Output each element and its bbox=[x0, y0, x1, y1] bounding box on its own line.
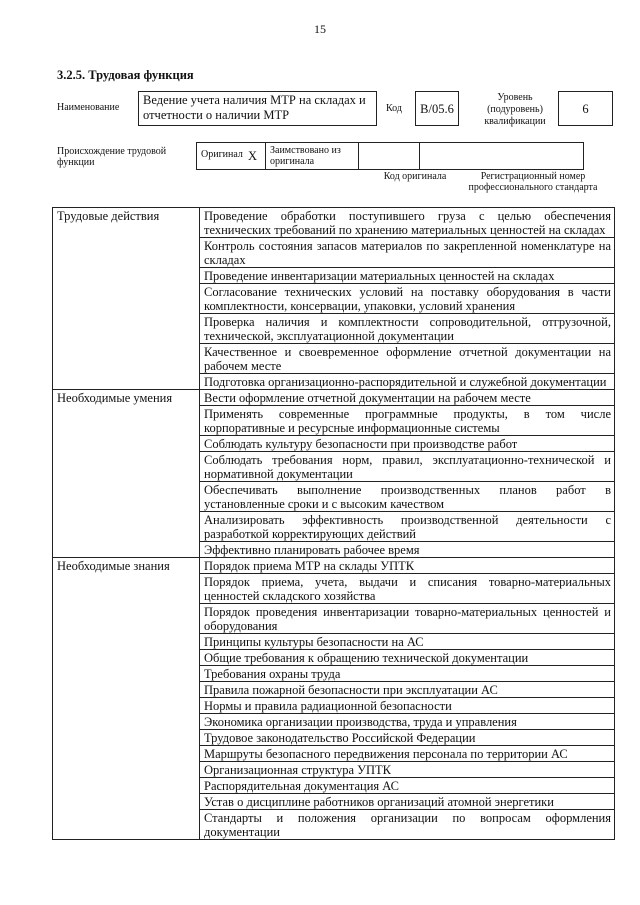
qualification-level-label: Уровень (подуровень) квалификации bbox=[484, 92, 546, 127]
item-cell: Требования охраны труда bbox=[200, 666, 615, 682]
item-cell: Трудовое законодательство Российской Федерации bbox=[200, 730, 615, 746]
qualification-level-field: 6 bbox=[558, 91, 613, 126]
origin-table bbox=[196, 142, 584, 170]
code-original-cell bbox=[359, 143, 420, 170]
code-original-caption: Код оригинала bbox=[383, 171, 447, 182]
item-cell: Экономика организации производства, труда и управления bbox=[200, 714, 615, 730]
category-cell: Трудовые действия bbox=[53, 208, 200, 390]
item-cell: Распорядительная документация АС bbox=[200, 778, 615, 794]
table-row bbox=[53, 208, 615, 238]
item-cell: Нормы и правила радиационной безопасности bbox=[200, 698, 615, 714]
item-cell: Обеспечивать выполнение производственных планов работ в установленные сроки и с высоким качеством bbox=[200, 482, 615, 512]
origin-label: Происхождение трудовой функции bbox=[57, 146, 167, 168]
item-cell: Маршруты безопасного передвижения персонала по территории АС bbox=[200, 746, 615, 762]
labor-function-table bbox=[52, 207, 615, 840]
code-label: Код bbox=[386, 103, 402, 114]
category-cell: Необходимые знания bbox=[53, 558, 200, 840]
item-cell: Подготовка организационно-распорядительной и служебной документации bbox=[200, 374, 615, 390]
item-cell: Организационная структура УПТК bbox=[200, 762, 615, 778]
borrowed-label: Заимствовано из оригинала bbox=[266, 143, 359, 170]
name-label: Наименование bbox=[57, 102, 120, 113]
item-cell: Проверка наличия и комплектности сопроводительной, отгрузочной, технической, эксплуатационной документации bbox=[200, 314, 615, 344]
item-cell: Соблюдать культуру безопасности при производстве работ bbox=[200, 436, 615, 452]
item-cell: Проведение инвентаризации материальных ценностей на складах bbox=[200, 268, 615, 284]
item-cell: Анализировать эффективность производственной деятельности с разработкой корректирующих действий bbox=[200, 512, 615, 542]
original-label: Оригинал bbox=[201, 148, 243, 160]
item-cell: Принципы культуры безопасности на АС bbox=[200, 634, 615, 650]
function-name-field: Ведение учета наличия МТР на складах и отчетности о наличии МТР bbox=[138, 91, 377, 126]
item-cell: Правила пожарной безопасности при эксплуатации АС bbox=[200, 682, 615, 698]
original-cell bbox=[197, 143, 266, 170]
item-cell: Вести оформление отчетной документации на рабочем месте bbox=[200, 390, 615, 406]
item-cell: Контроль состояния запасов материалов по закрепленной номенклатуре на складах bbox=[200, 238, 615, 268]
item-cell: Стандарты и положения организации по вопросам оформления документации bbox=[200, 810, 615, 840]
item-cell: Общие требования к обращению технической документации bbox=[200, 650, 615, 666]
section-heading: 3.2.5. Трудовая функция bbox=[57, 68, 194, 82]
item-cell: Эффективно планировать рабочее время bbox=[200, 542, 615, 558]
item-cell: Порядок проведения инвентаризации товарно-материальных ценностей и оборудования bbox=[200, 604, 615, 634]
item-cell: Соблюдать требования норм, правил, эксплуатационно-технической и нормативной документации bbox=[200, 452, 615, 482]
item-cell: Порядок приема, учета, выдачи и списания товарно-материальных ценностей складского хозяйства bbox=[200, 574, 615, 604]
registration-number-caption: Регистрационный номер профессионального стандарта bbox=[468, 171, 598, 193]
table-row bbox=[53, 558, 615, 574]
function-code-field: B/05.6 bbox=[415, 91, 459, 126]
table-row bbox=[53, 390, 615, 406]
item-cell: Порядок приема МТР на склады УПТК bbox=[200, 558, 615, 574]
registration-number-cell bbox=[420, 143, 584, 170]
item-cell: Устав о дисциплине работников организаций атомной энергетики bbox=[200, 794, 615, 810]
item-cell: Применять современные программные продукты, в том числе корпоративные и ресурсные информационные системы bbox=[200, 406, 615, 436]
item-cell: Проведение обработки поступившего груза с целью обеспечения технических требований по хранению материальных ценностей на складах bbox=[200, 208, 615, 238]
item-cell: Согласование технических условий на поставку оборудования в части комплектности, консервации, упаковки, условий хранения bbox=[200, 284, 615, 314]
item-cell: Качественное и своевременное оформление отчетной документации на рабочем месте bbox=[200, 344, 615, 374]
page-number: 15 bbox=[314, 22, 326, 36]
original-mark: X bbox=[247, 148, 257, 163]
category-cell: Необходимые умения bbox=[53, 390, 200, 558]
